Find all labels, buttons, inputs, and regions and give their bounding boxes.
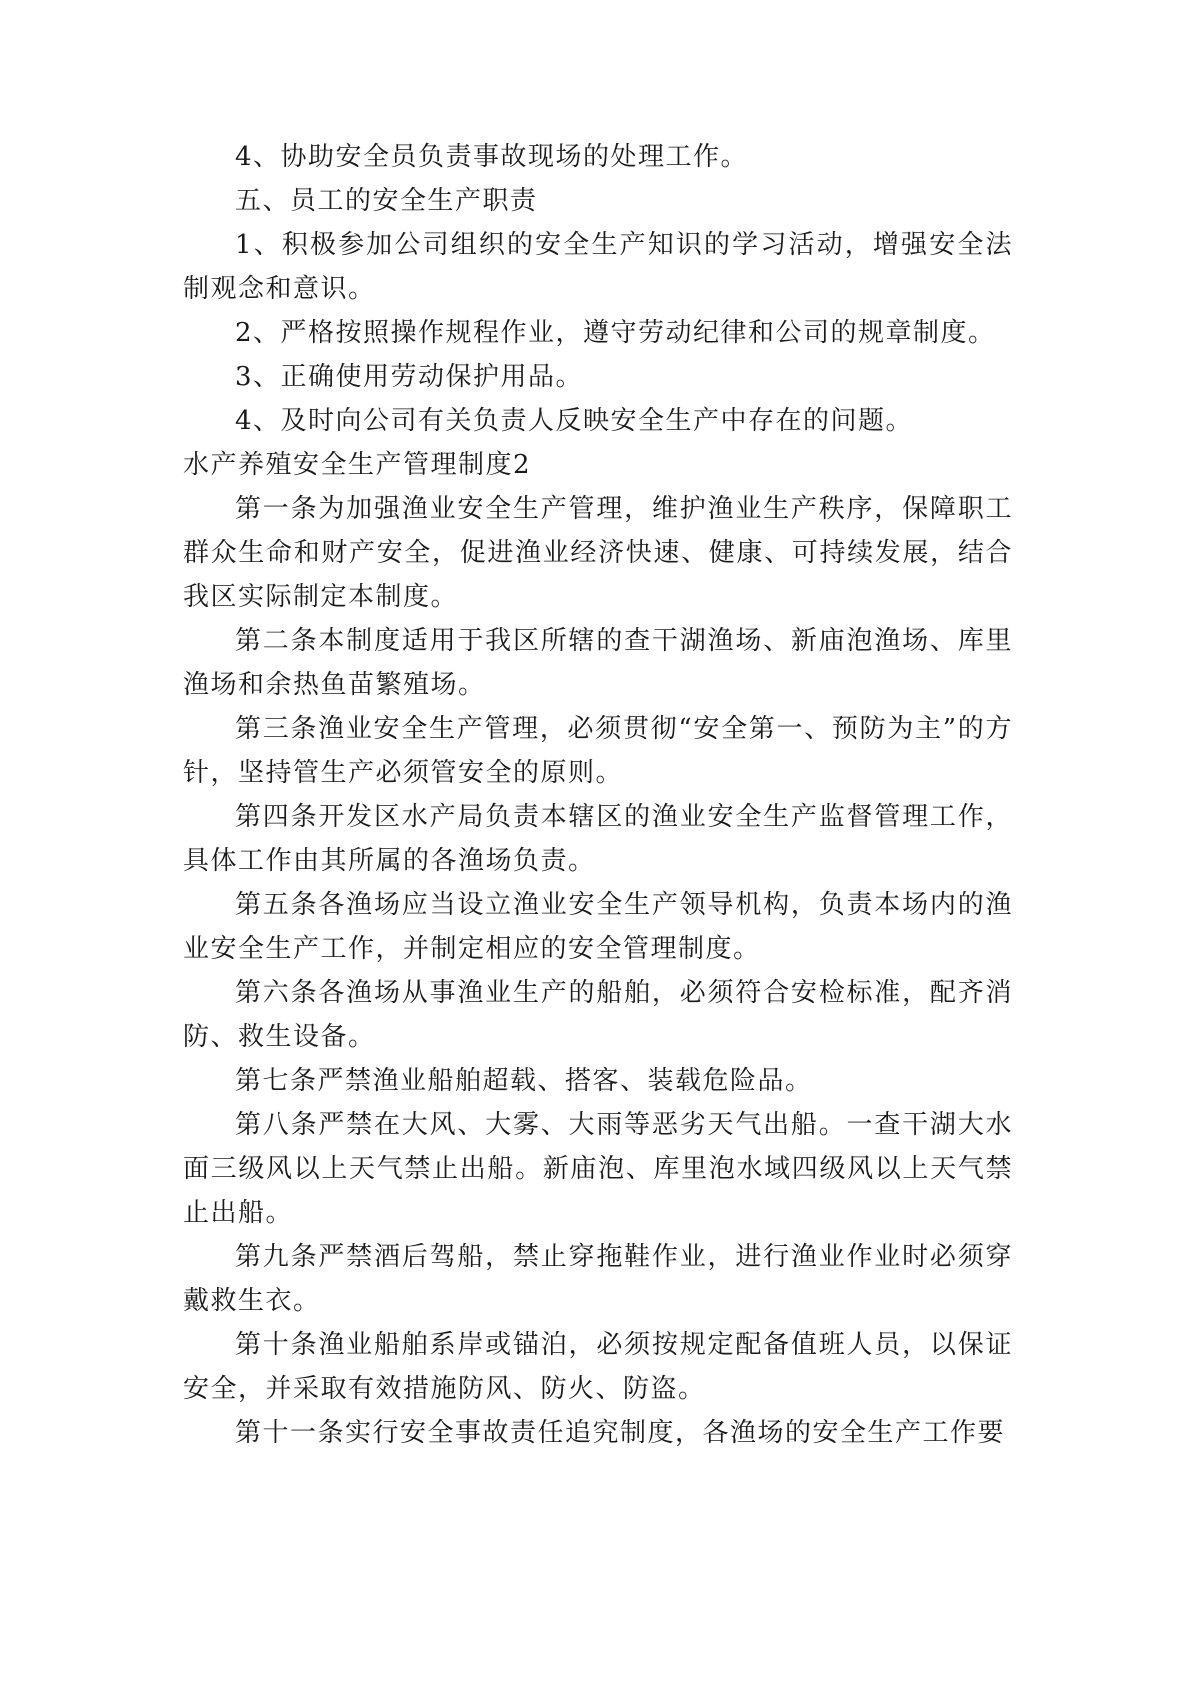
article-7: 第七条严禁渔业船舶超载、搭客、装载危险品。 [235, 1066, 813, 1096]
section-title: 水产养殖安全生产管理制度2 [183, 450, 532, 480]
paragraph-employee-duty-2: 2、严格按照操作规程作业，遵守劳动纪律和公司的规章制度。 [235, 318, 996, 348]
paragraph-employee-duty-1: 1、积极参加公司组织的安全生产知识的学习活动，增强安全法制观念和意识。 [183, 230, 1013, 304]
article-4: 第四条开发区水产局负责本辖区的渔业安全生产监督管理工作，具体工作由其所属的各渔场负责。 [183, 802, 1013, 876]
paragraph-employee-duty-4: 4、及时向公司有关负责人反映安全生产中存在的问题。 [235, 406, 914, 436]
article-2: 第二条本制度适用于我区所辖的查干湖渔场、新庙泡渔场、库里渔场和余热鱼苗繁殖场。 [183, 626, 1013, 700]
article-10: 第十条渔业船舶系岸或锚泊，必须按规定配备值班人员，以保证安全，并采取有效措施防风、防火、防盗。 [183, 1330, 1013, 1404]
article-9: 第九条严禁酒后驾船，禁止穿拖鞋作业，进行渔业作业时必须穿戴救生衣。 [183, 1242, 1013, 1316]
paragraph-duty-4: 4、协助安全员负责事故现场的处理工作。 [235, 142, 749, 172]
article-1: 第一条为加强渔业安全生产管理，维护渔业生产秩序，保障职工群众生命和财产安全，促进渔业经济快速、健康、可持续发展，结合我区实际制定本制度。 [183, 494, 1013, 612]
paragraph-employee-duty-3: 3、正确使用劳动保护用品。 [235, 362, 584, 392]
article-3: 第三条渔业安全生产管理，必须贯彻“安全第一、预防为主”的方针，坚持管生产必须管安全的原则。 [183, 714, 1013, 788]
article-6: 第六条各渔场从事渔业生产的船舶，必须符合安检标准，配齐消防、救生设备。 [183, 978, 1013, 1052]
heading-employee-duties: 五、员工的安全生产职责 [235, 186, 538, 216]
article-8: 第八条严禁在大风、大雾、大雨等恶劣天气出船。一查干湖大水面三级风以上天气禁止出船。新庙泡、库里泡水域四级风以上天气禁止出船。 [183, 1110, 1013, 1228]
article-11: 第十一条实行安全事故责任追究制度，各渔场的安全生产工作要 [235, 1418, 1006, 1448]
document-body [183, 135, 1013, 1455]
article-5: 第五条各渔场应当设立渔业安全生产领导机构，负责本场内的渔业安全生产工作，并制定相应的安全管理制度。 [183, 890, 1013, 964]
